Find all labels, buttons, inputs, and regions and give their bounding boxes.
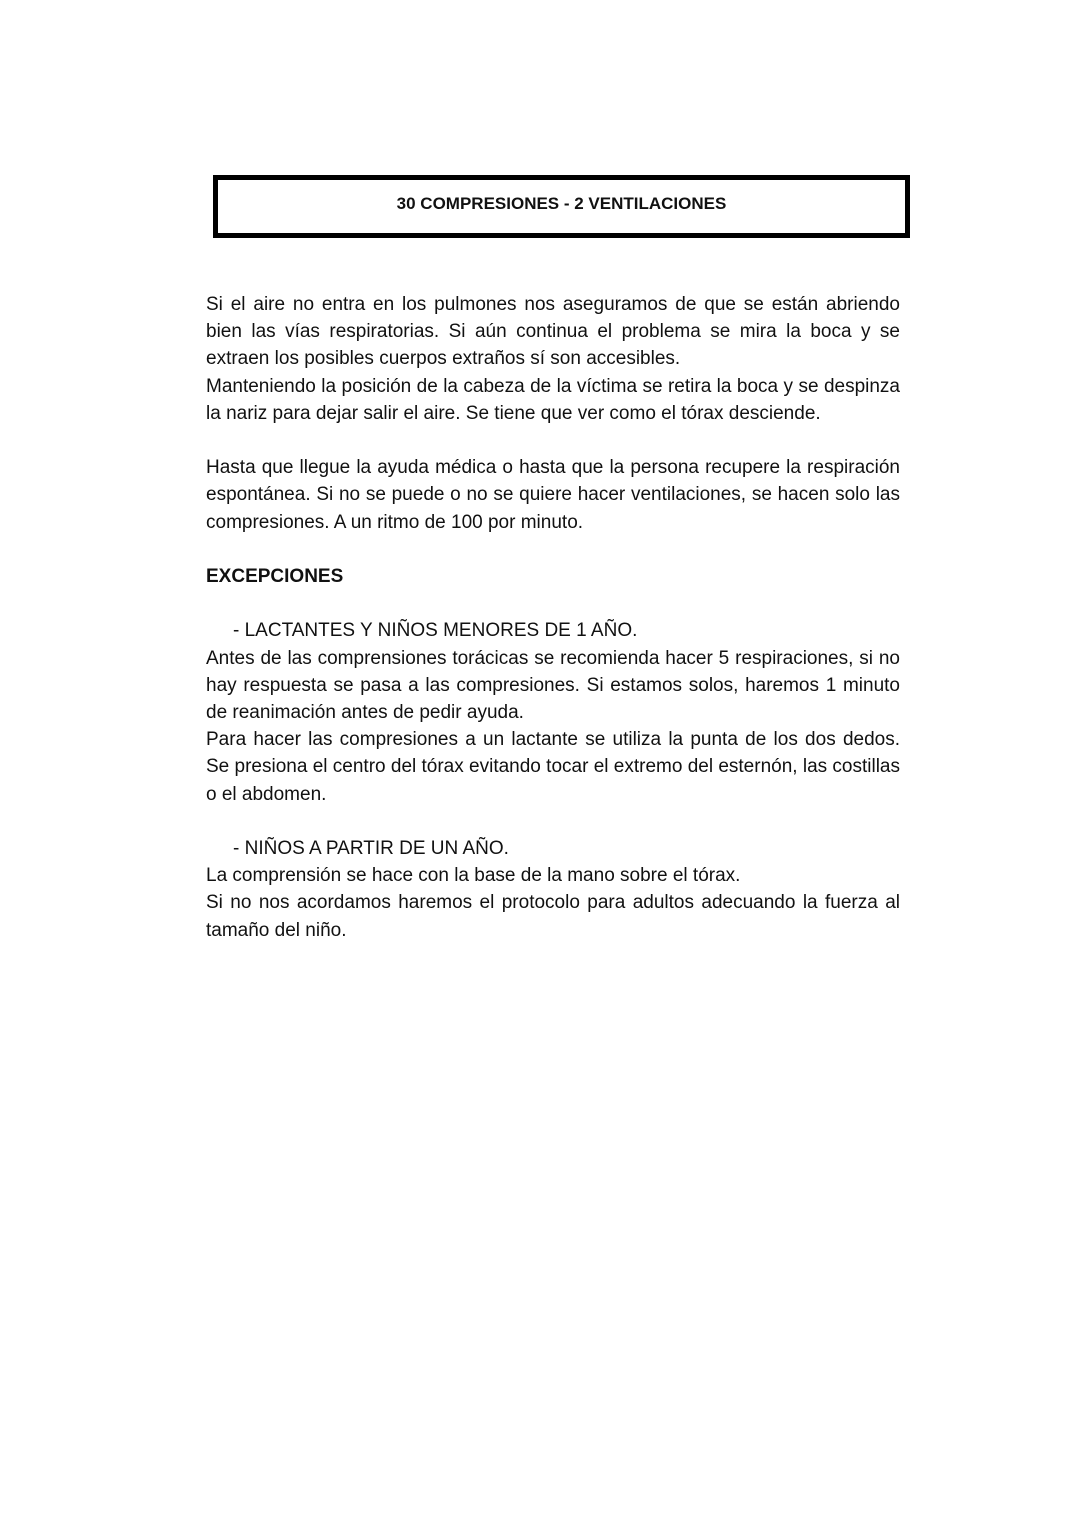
- paragraph-infants-breaths: Antes de las comprensiones torácicas se recomienda hacer 5 respiraciones, si no hay respuesta se pasa a las compresiones. Si estamos solos, haremos 1 minuto de reanimación antes de pedir ayuda.: [206, 647, 900, 723]
- subheading-infants: - LACTANTES Y NIÑOS MENORES DE 1 AÑO.: [233, 620, 638, 642]
- spacer: [206, 808, 900, 835]
- paragraph-exhale: Manteniendo la posición de la cabeza de la víctima se retira la boca y se despinza la nariz para dejar salir el aire. Se tiene que ver como el tórax desciende.: [206, 375, 900, 424]
- spacer: [206, 590, 900, 617]
- section-title: 30 COMPRESIONES - 2 VENTILACIONES: [396, 194, 727, 213]
- paragraph-continue-until-help: Hasta que llegue la ayuda médica o hasta que la persona recupere la respiración espontánea. Si no se puede o no se quiere hacer ventilaciones, se hacen solo las compresiones. A un ritmo de 100 por minuto.: [206, 457, 900, 533]
- paragraph-children-protocol: Si no nos acordamos haremos el protocolo para adultos adecuando la fuerza al tamaño del niño.: [206, 892, 900, 941]
- subheading-children: - NIÑOS A PARTIR DE UN AÑO.: [233, 838, 509, 859]
- title-box: [213, 175, 910, 238]
- paragraph-infants-compressions: Para hacer las compresiones a un lactante se utiliza la punta de los dos dedos. Se presiona el centro del tórax evitando tocar el extremo del esternón, las costillas o el abdomen.: [206, 729, 900, 805]
- paragraph-children-hand: La comprensión se hace con la base de la mano sobre el tórax.: [206, 865, 741, 887]
- paragraph-airway-check: Si el aire no entra en los pulmones nos aseguramos de que se están abriendo bien las vías respiratorias. Si aún continua el problema se mira la boca y se extraen los posibles cuerpos extraños sí son accesibles.: [206, 294, 900, 370]
- spacer: [206, 427, 900, 454]
- document-body: [206, 291, 900, 944]
- spacer: [206, 536, 900, 563]
- heading-exceptions: EXCEPCIONES: [206, 566, 344, 587]
